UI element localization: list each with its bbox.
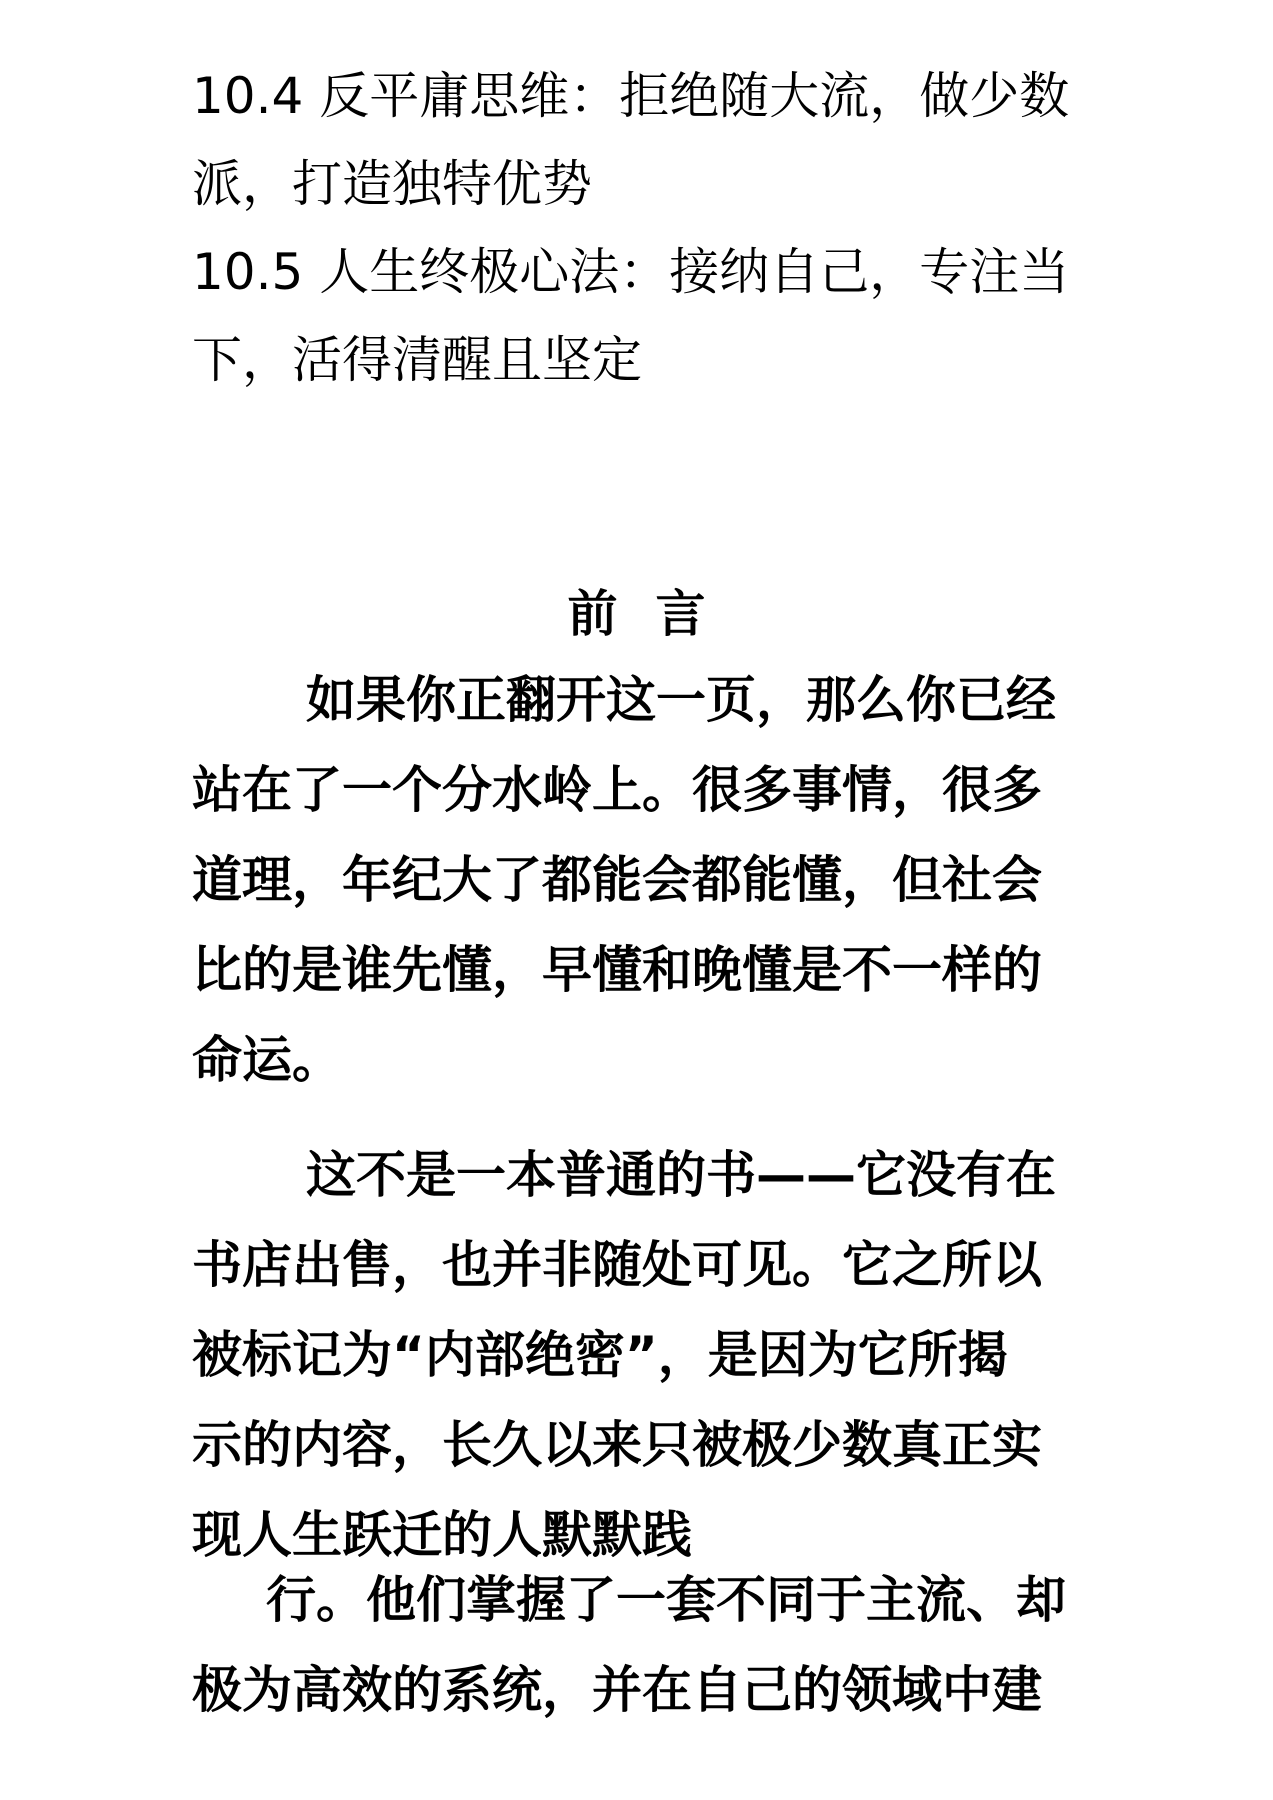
paragraph-line: 极为高效的系统，并在自己的领域中建 [192,1661,1042,1719]
toc-line: 派，打造独特优势 [192,155,592,213]
paragraph-line: 如果你正翻开这一页，那么你已经 [306,671,1056,729]
paragraph-line: 书店出售，也并非随处可见。它之所以 [192,1236,1042,1294]
preface-paragraph-2 [192,1130,1092,1580]
paragraph-line: 这不是一本普通的书——它没有在 [306,1146,1056,1204]
table-of-contents [192,52,1092,404]
preface-title: 前言 [567,585,744,643]
paragraph-line: 示的内容，长久以来只被极少数真正实 [192,1416,1042,1474]
paragraph-line: 命运。 [192,1031,342,1089]
paragraph-line: 站在了一个分水岭上。很多事情，很多 [192,761,1042,819]
paragraph-line: 比的是谁先懂，早懂和晚懂是不一样的 [192,941,1042,999]
paragraph-line: 现人生跃迁的人默默践 [192,1506,692,1564]
paragraph-line: 行。他们掌握了一套不同于主流、却 [266,1571,1066,1629]
paragraph-line: 被标记为“内部绝密”，是因为它所揭 [192,1326,1008,1384]
toc-line: 10.5 人生终极心法：接纳自己，专注当 [192,243,1070,301]
paragraph-line: 道理，年纪大了都能会都能懂，但社会 [192,851,1042,909]
preface-paragraph-1 [192,655,1092,1105]
preface-paragraph-3 [192,1555,1092,1735]
toc-line: 下，活得清醒且坚定 [192,331,642,389]
toc-line: 10.4 反平庸思维：拒绝随大流，做少数 [192,67,1070,125]
